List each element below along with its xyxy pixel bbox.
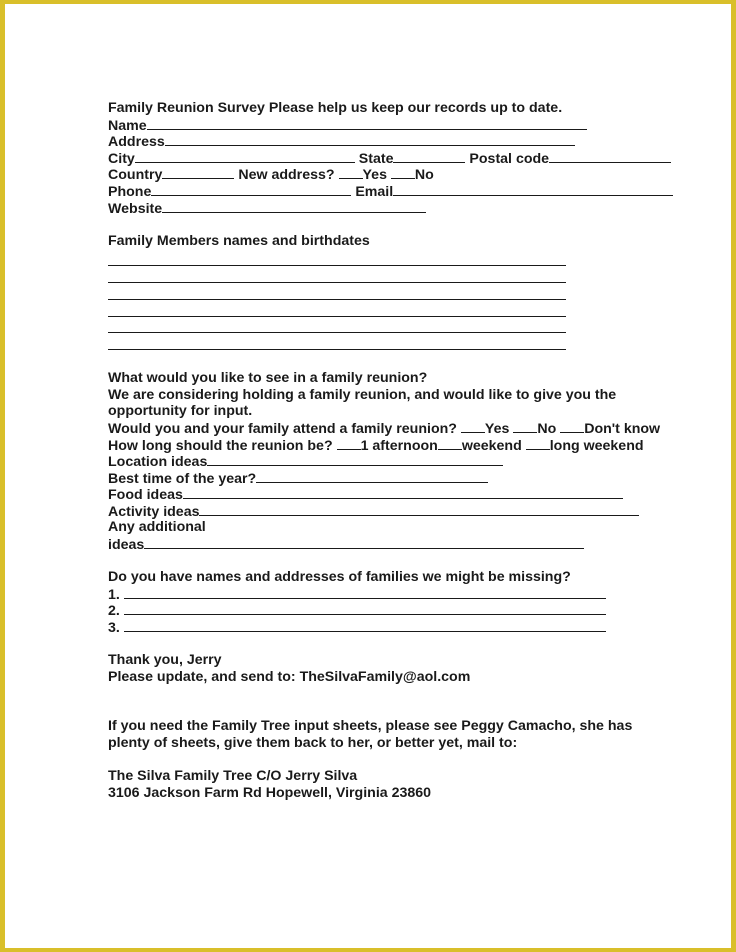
missing-field-1[interactable] (124, 586, 606, 599)
address-label: Address (108, 134, 165, 151)
attend-dont-know-field[interactable] (560, 420, 584, 433)
food-label: Food ideas (108, 487, 183, 504)
document-page (5, 4, 731, 948)
missing-row-1 (108, 586, 708, 603)
phone-field[interactable] (151, 183, 351, 196)
attend-dont-know-label: Don't know (584, 420, 661, 437)
website-label: Website (108, 200, 163, 217)
food-row (108, 486, 708, 503)
missing-field-2[interactable] (124, 602, 606, 615)
length-question: How long should the reunion be? (108, 437, 333, 454)
email-label: Email (355, 183, 394, 200)
ideas-field[interactable] (144, 536, 584, 549)
best-time-label: Best time of the year? (108, 470, 257, 487)
ideas-row (108, 536, 708, 553)
reunion-question: What would you like to see in a family reunion? (108, 370, 428, 387)
country-row (108, 166, 708, 183)
family-tree-line-1: If you need the Family Tree input sheets, please see Peggy Camacho, she has (108, 718, 633, 735)
website-row (108, 200, 708, 217)
members-heading: Family Members names and birthdates (108, 232, 370, 249)
missing-row-2 (108, 602, 708, 619)
survey-title: Family Reunion Survey Please help us keep our records up to date. (108, 100, 563, 116)
additional-label: Any additional (108, 519, 206, 536)
state-field[interactable] (393, 150, 465, 163)
family-tree-line-2: plenty of sheets, give them back to her, or better yet, mail to: (108, 735, 518, 751)
website-field[interactable] (162, 200, 426, 213)
city-row (108, 150, 708, 167)
new-address-no-field[interactable] (391, 166, 415, 179)
new-address-yes-field[interactable] (339, 166, 363, 179)
new-address-label: New address? (238, 167, 335, 184)
member-line[interactable] (108, 266, 566, 283)
attend-yes-field[interactable] (461, 420, 485, 433)
ideas-label: ideas (108, 537, 145, 554)
length-opt2-field[interactable] (438, 437, 462, 450)
activity-row (108, 503, 708, 520)
length-row (108, 437, 708, 454)
member-line[interactable] (108, 283, 566, 300)
length-opt1-label: 1 afternoon (360, 437, 438, 454)
member-line[interactable] (108, 317, 566, 334)
location-label: Location ideas (108, 454, 208, 471)
location-row (108, 453, 708, 470)
name-row (108, 117, 708, 134)
address-field[interactable] (165, 133, 575, 146)
best-time-field[interactable] (256, 470, 488, 483)
length-opt3-label: long weekend (549, 437, 644, 454)
new-address-no-label: No (414, 167, 434, 184)
member-line[interactable] (108, 333, 566, 350)
attend-no-field[interactable] (513, 420, 537, 433)
name-field[interactable] (147, 117, 587, 130)
length-opt3-field[interactable] (526, 437, 550, 450)
email-field[interactable] (393, 183, 673, 196)
send-line: Please update, and send to: TheSilvaFamily@aol.com (108, 668, 471, 685)
activity-label: Activity ideas (108, 503, 200, 520)
activity-field[interactable] (199, 503, 639, 516)
survey-form (108, 100, 708, 801)
missing-row-3 (108, 619, 708, 636)
phone-row (108, 183, 708, 200)
country-field[interactable] (162, 166, 234, 179)
phone-label: Phone (108, 183, 152, 200)
reunion-intro-2: opportunity for input. (108, 403, 253, 420)
attend-yes-label: Yes (484, 420, 510, 437)
member-line[interactable] (108, 300, 566, 317)
missing-number-2: 2. (108, 603, 120, 620)
attend-row (108, 420, 708, 437)
length-opt1-field[interactable] (337, 437, 361, 450)
address-row (108, 133, 708, 150)
best-time-row (108, 470, 708, 487)
thanks-line: Thank you, Jerry (108, 652, 222, 669)
missing-question: Do you have names and addresses of families we might be missing? (108, 569, 571, 586)
city-label: City (108, 150, 135, 167)
city-field[interactable] (135, 150, 355, 163)
name-label: Name (108, 117, 147, 134)
attend-question: Would you and your family attend a family reunion? (108, 420, 457, 437)
postal-code-field[interactable] (549, 150, 671, 163)
mail-address-line-2: 3106 Jackson Farm Rd Hopewell, Virginia 23860 (108, 784, 432, 801)
attend-no-label: No (537, 420, 557, 437)
country-label: Country (108, 167, 163, 184)
mail-address-line-1: The Silva Family Tree C/O Jerry Silva (108, 768, 358, 785)
member-line[interactable] (108, 249, 566, 266)
length-opt2-label: weekend (461, 437, 522, 454)
food-field[interactable] (183, 486, 623, 499)
reunion-intro-1: We are considering holding a family reunion, and would like to give you the (108, 386, 617, 403)
missing-number-1: 1. (108, 586, 120, 603)
missing-field-3[interactable] (124, 619, 606, 632)
new-address-yes-label: Yes (362, 167, 387, 184)
location-field[interactable] (207, 453, 503, 466)
postal-code-label: Postal code (469, 150, 550, 167)
missing-number-3: 3. (108, 620, 120, 637)
state-label: State (358, 150, 394, 167)
